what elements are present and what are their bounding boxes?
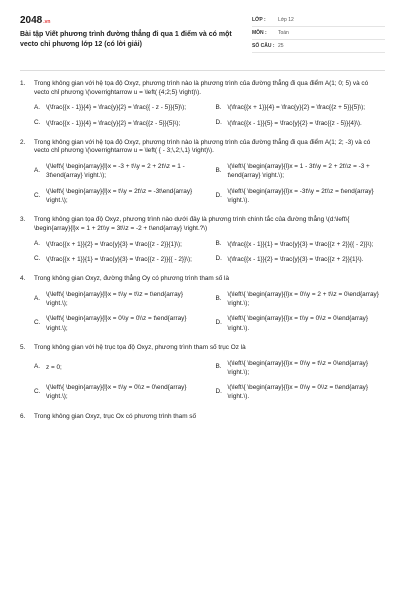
question-text: Trong không gian Oxyz, đường thẳng Oy có phương trình tham số là: [34, 275, 230, 283]
option-text: \(\frac{{x - 1}}{2} = \frac{y}{3} = \frac{{z + 2}}{1}\).: [227, 255, 364, 263]
question-6: [20, 413, 385, 422]
option-text: \(\left\{ \begin{array}{l}x = t\\y = 2t\\z = -3t\end{array} \right.\);: [46, 187, 193, 204]
option-letter: A.: [34, 294, 41, 302]
meta-value: Toán: [278, 29, 289, 36]
question-2: [20, 139, 385, 205]
option-a[interactable]: [34, 240, 204, 249]
option-text: \(\left\{ \begin{array}{l}x = t\\y = 0\\z = 0\end{array} \right.\).: [227, 315, 369, 332]
option-a[interactable]: [34, 359, 204, 378]
document-meta-table: [252, 14, 385, 53]
option-text: \(\left\{ \begin{array}{l}x = t\\y = t\\z = t\end{array} \right.\);: [46, 290, 183, 308]
option-letter: C.: [34, 255, 41, 263]
question-3: [20, 216, 385, 264]
option-c[interactable]: [34, 383, 204, 402]
option-text: \(\frac{{x + 1}}{4} = \frac{y}{2} = \frac{{z + 5}}{5}\);: [227, 104, 366, 112]
option-letter: B.: [215, 294, 222, 302]
question-number: 3.: [20, 216, 26, 224]
option-text: \(\frac{{x - 1}}{4} = \frac{y}{2} = \frac{{z - 5}}{5}\);: [46, 119, 181, 127]
document-header: [20, 14, 385, 58]
option-text: \(\left\{ \begin{array}{l}x = 0\\y = 2 + t\\z = 0\end{array} \right.\);: [227, 290, 379, 308]
option-letter: D.: [215, 191, 222, 199]
logo-main: 2048: [20, 15, 43, 26]
option-text: \(\left\{ \begin{array}{l}x = 0\\y = 0\\z = t\end{array} \right.\);: [46, 315, 187, 332]
meta-key: LỚP :: [252, 16, 266, 23]
meta-row-count: [252, 40, 385, 53]
document-title: Bài tập Viết phương trình đường thẳng đi qua 1 điểm và có một vecto chỉ phương lớp 12 (có lời giải): [20, 31, 232, 48]
option-text: \(\left\{ \begin{array}{l}x = 0\\y = 0\\z = t\end{array} \right.\).: [227, 384, 369, 401]
question-text: Trong không gian với hệ tọa độ Oxyz, phương trình nào là phương trình của đường thẳng đi qua điểm A(1; 0; 5) và có vecto chỉ phương \(\overrightarrow u = \left( {4;2;5} \right)\).: [34, 80, 369, 96]
question-number: 6.: [20, 412, 26, 420]
question-list: [20, 80, 385, 432]
question-number: 2.: [20, 138, 26, 146]
question-number: 5.: [20, 343, 26, 351]
option-text: \(\frac{{x + 1}}{2} = \frac{y}{3} = \frac{{z - 2}}{1}\);: [46, 240, 182, 248]
option-text: \(\left\{ \begin{array}{l}x = -3t\\y = 2t\\z = t\end{array} \right.\).: [227, 187, 374, 204]
option-letter: B.: [215, 239, 222, 247]
question-number: 4.: [20, 275, 26, 283]
option-c[interactable]: [34, 119, 204, 128]
answer-options: [34, 359, 385, 402]
option-a[interactable]: [34, 103, 204, 112]
header-divider: [20, 70, 385, 71]
option-letter: D.: [215, 255, 222, 263]
option-text: \(\frac{{x - 1}}{5} = \frac{y}{2} = \frac{{z - 5}}{4}\).: [227, 119, 362, 127]
option-letter: C.: [34, 388, 41, 396]
question-text: Trong không gian với hệ trục tọa độ Oxyz, phương trình tham số trục Oz là: [34, 343, 246, 351]
option-a[interactable]: [34, 162, 204, 181]
meta-key: MÔN :: [252, 29, 267, 36]
option-letter: A.: [34, 363, 41, 371]
option-c[interactable]: [34, 255, 204, 264]
option-d[interactable]: [216, 314, 386, 333]
option-b[interactable]: [216, 290, 386, 309]
question-text: Trong không gian với hệ tọa độ Oxyz, phương trình nào là phương trình của đường thẳng đi qua điểm A(1; 2; -3) và có vecto chỉ phương \(\overrightarrow u = \left( { - 3;\,2;\,1} \right)\).: [34, 138, 371, 155]
meta-key: SỐ CÂU :: [252, 42, 275, 49]
answer-options: [34, 240, 385, 265]
option-c[interactable]: [34, 314, 204, 333]
option-letter: B.: [215, 363, 222, 371]
option-letter: A.: [34, 103, 41, 111]
meta-row-grade: [252, 14, 385, 27]
option-letter: C.: [34, 118, 41, 126]
option-letter: B.: [215, 103, 222, 111]
option-b[interactable]: [216, 359, 386, 378]
option-text: \(\frac{{x - 1}}{1} = \frac{y}{3} = \frac{{z + 2}}{{ - 2}}\);: [227, 240, 374, 248]
option-letter: A.: [34, 239, 41, 247]
option-d[interactable]: [216, 187, 386, 206]
site-logo[interactable]: [20, 14, 50, 28]
meta-value: 25: [278, 42, 284, 49]
answer-options: [34, 290, 385, 333]
option-c[interactable]: [34, 187, 204, 206]
option-text: \(\frac{{x + 1}}{1} = \frac{y}{3} = \frac{{z - 2}}{{ - 2}}\);: [46, 255, 192, 263]
option-d[interactable]: [216, 255, 386, 264]
option-text: z = 0;: [46, 364, 62, 372]
logo-suffix: .vn: [43, 19, 51, 25]
question-5: [20, 344, 385, 402]
option-a[interactable]: [34, 290, 204, 309]
option-b[interactable]: [216, 103, 386, 112]
answer-options: [34, 162, 385, 205]
question-text: Trong không gian tọa độ Oxyz, phương trình nào dưới đây là phương trình chính tắc của đường thẳng \(d:\left\{ \begin{array}{l}x = 1 + 2t\\y = 3t\\z = -2 + t\end{array} \right.?\): [34, 216, 350, 232]
meta-value: Lớp 12: [278, 16, 294, 23]
option-letter: D.: [215, 388, 222, 396]
question-number: 1.: [20, 80, 26, 87]
option-b[interactable]: [216, 240, 386, 249]
option-letter: D.: [215, 118, 222, 126]
option-text: \(\left\{ \begin{array}{l}x = 1 - 3t\\y = 2 + 2t\\z = -3 + t\end{array} \right.\);: [227, 163, 370, 180]
answer-options: [34, 103, 385, 128]
option-d[interactable]: [216, 119, 386, 128]
question-4: [20, 275, 385, 333]
question-text: Trong không gian Oxyz, trục Ox có phương trình tham số: [34, 412, 197, 420]
option-text: \(\left\{ \begin{array}{l}x = -3 + t\\y = 2 + 2t\\z = 1 - 3t\end{array} \right.\);: [46, 163, 185, 180]
option-letter: D.: [215, 319, 222, 327]
option-letter: C.: [34, 191, 41, 199]
option-letter: B.: [215, 167, 222, 175]
option-text: \(\left\{ \begin{array}{l}x = 0\\y = t\\z = 0\end{array} \right.\);: [227, 359, 369, 376]
option-d[interactable]: [216, 383, 386, 402]
question-1: [20, 80, 385, 128]
option-letter: A.: [34, 167, 41, 175]
option-text: \(\left\{ \begin{array}{l}x = t\\y = 0\\z = 0\end{array} \right.\);: [46, 384, 187, 401]
meta-row-subject: [252, 27, 385, 40]
option-b[interactable]: [216, 162, 386, 181]
bottom-fade: [0, 586, 400, 600]
option-letter: C.: [34, 319, 41, 327]
option-text: \(\frac{{x - 1}}{4} = \frac{y}{2} = \frac{{ - z - 5}}{5}\);: [46, 104, 186, 112]
